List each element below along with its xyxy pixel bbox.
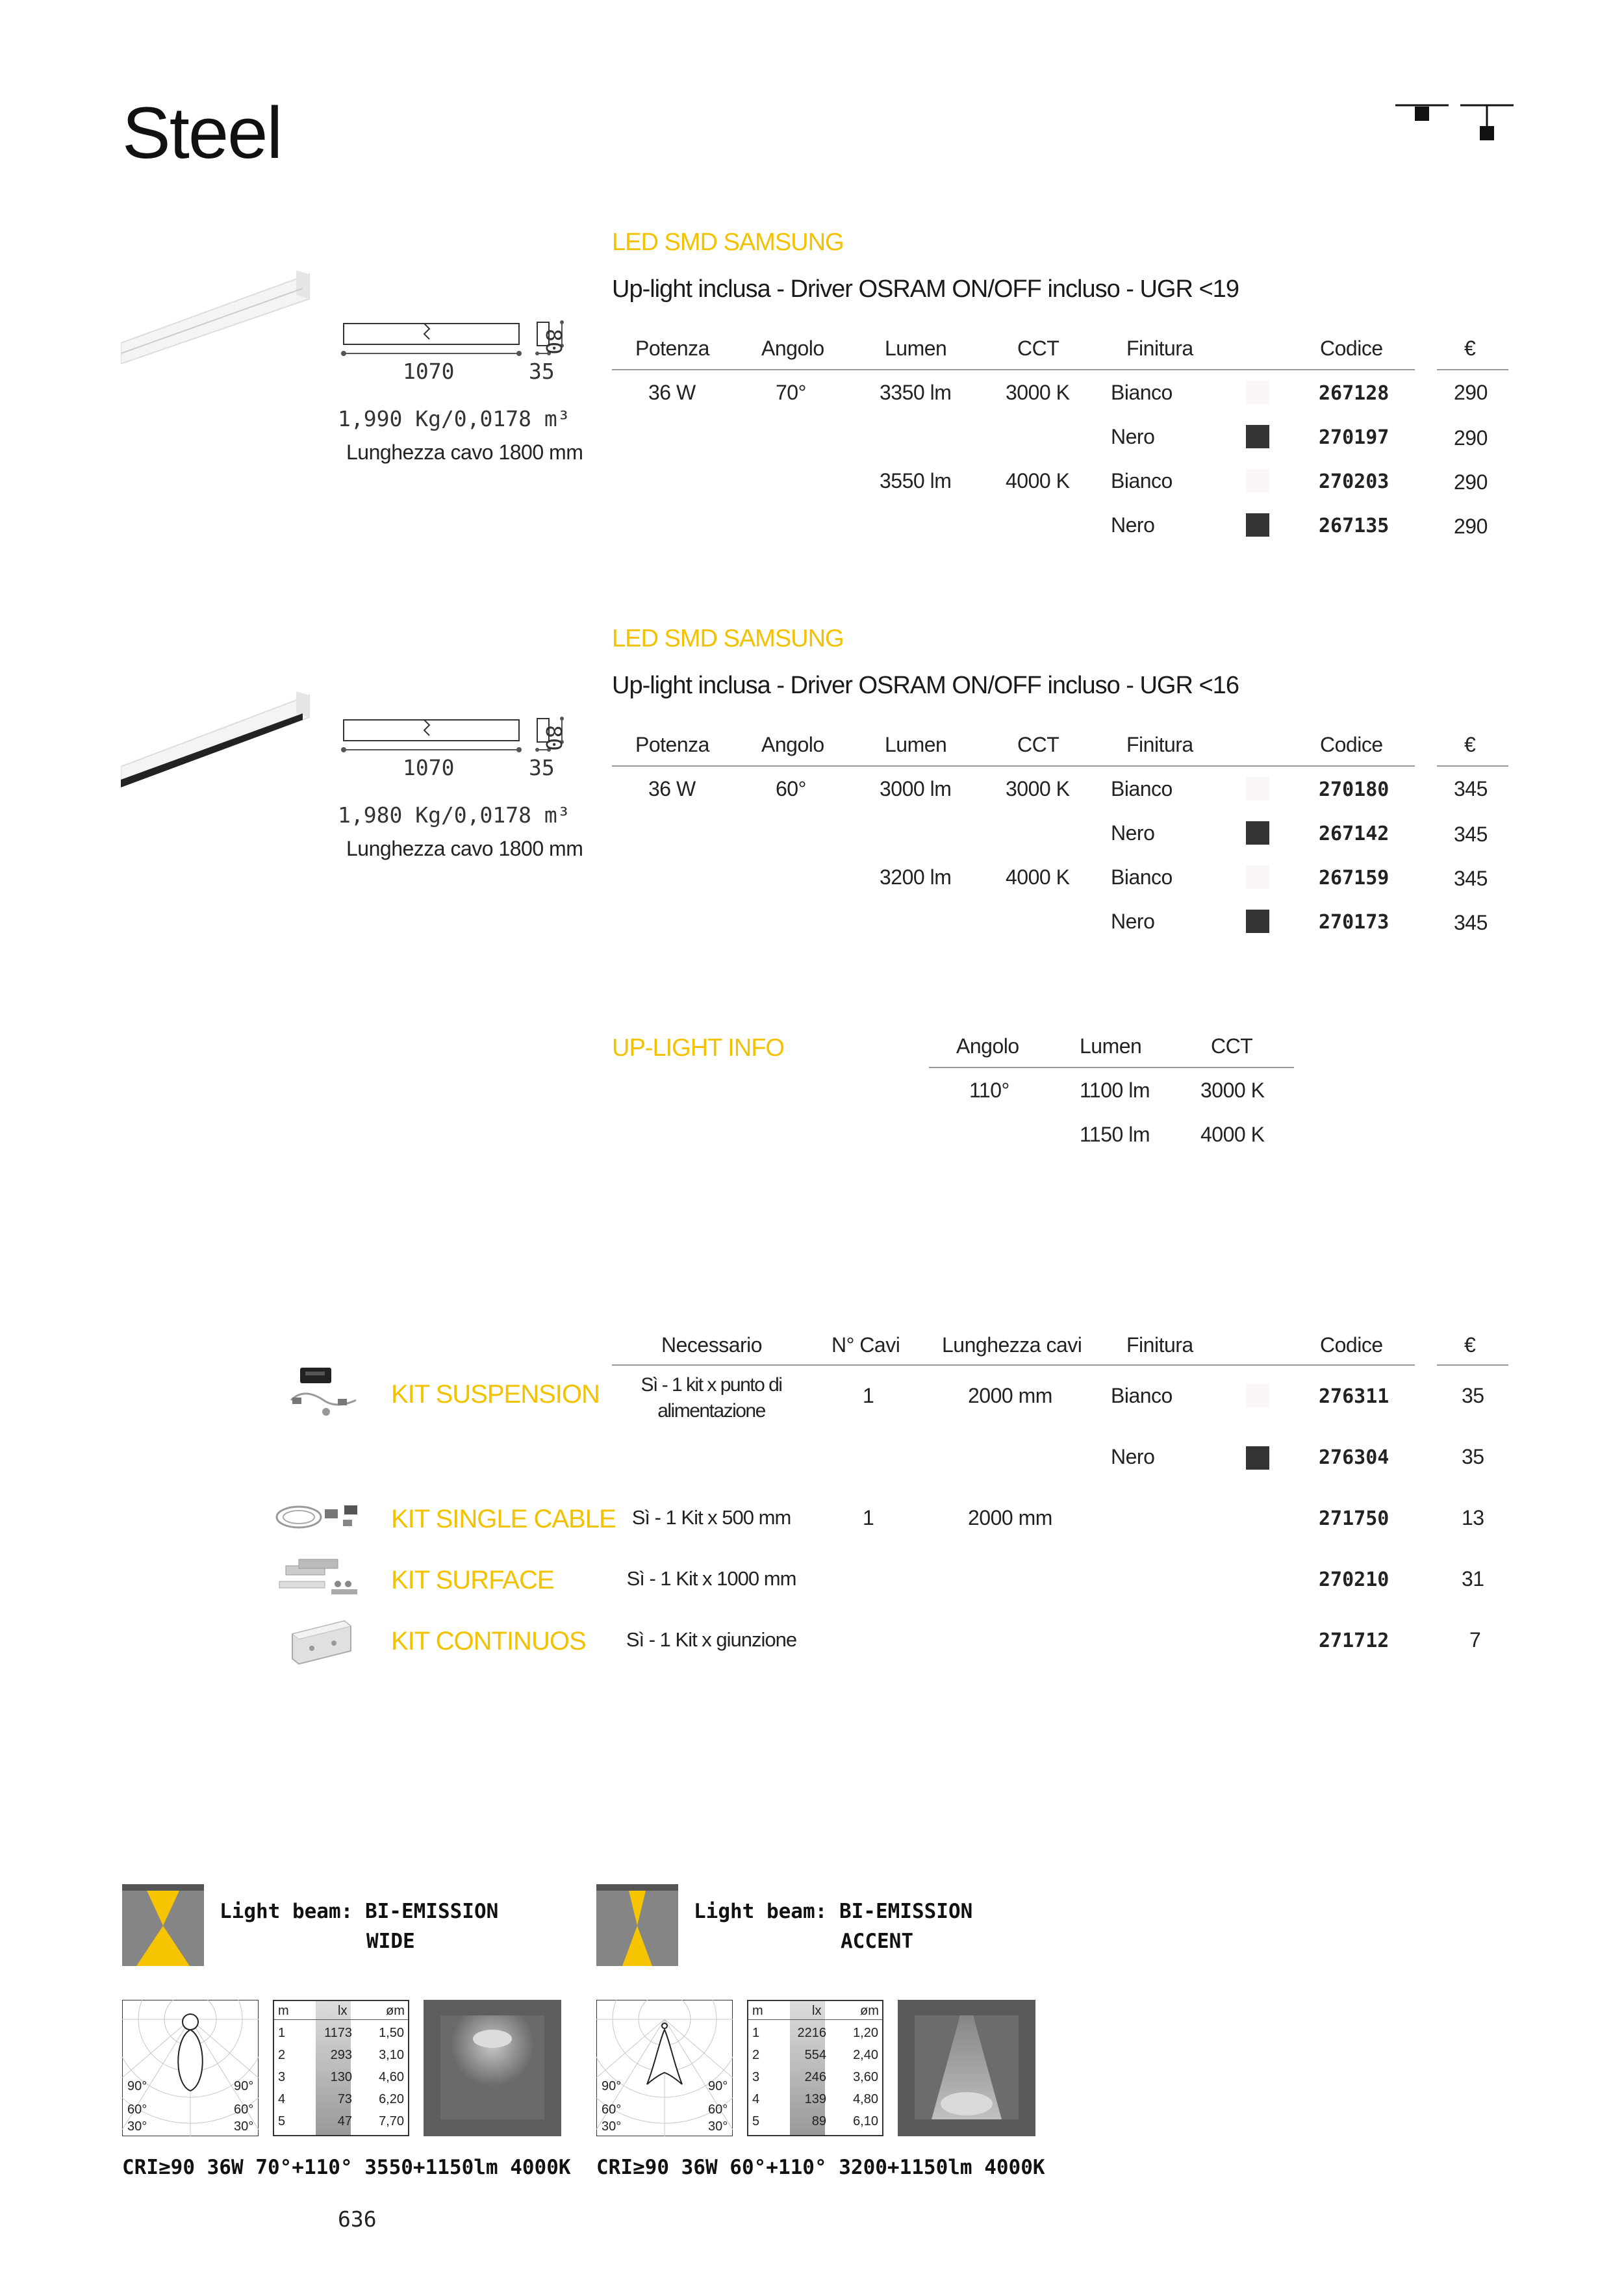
cell-cct: 4000 K [1200, 1123, 1265, 1146]
cell-cct: 3000 K [1006, 381, 1070, 404]
polar-angle-label: 60° [708, 2102, 728, 2117]
td-m: 5 [752, 2114, 760, 2128]
td-om: 2,40 [853, 2048, 878, 2062]
cell-lumen: 1100 lm [1080, 1079, 1150, 1102]
td-lx: 554 [804, 2048, 826, 2062]
th-lx: lx [812, 2004, 822, 2018]
swatch-bianco [1246, 865, 1269, 889]
beam-type: BI-EMISSION [364, 1900, 499, 1923]
th-m: m [278, 2004, 289, 2018]
cell-necessario: Sì - 1 kit x punto di alimentazione [641, 1374, 782, 1422]
cell-prezzo: 345 [1454, 777, 1488, 800]
cable-length: Lunghezza cavo 1800 mm [346, 837, 583, 860]
cell-prezzo: 290 [1454, 426, 1488, 450]
cell-prezzo: 345 [1454, 911, 1488, 934]
col-necessario: Necessario [661, 1333, 763, 1357]
col-cct: CCT [1211, 1034, 1253, 1058]
td-lx: 89 [811, 2114, 826, 2128]
led-source: LED SMD SAMSUNG [612, 625, 844, 652]
illuminance-table-accent [747, 2000, 883, 2136]
beam-accent-icon [596, 1884, 678, 1966]
dim-height: 80 [541, 725, 566, 751]
col-prezzo: € [1464, 1333, 1476, 1357]
polar-angle-label: 30° [234, 2119, 254, 2134]
col-codice: Codice [1320, 337, 1383, 360]
kit-name: KIT SINGLE CABLE [391, 1505, 616, 1533]
kit-continuos-icon [286, 1615, 364, 1667]
swatch-bianco [1246, 777, 1269, 800]
cell-lumen: 3350 lm [880, 381, 952, 404]
cell-codice: 267142 [1319, 823, 1389, 845]
td-om: 6,10 [853, 2114, 878, 2128]
polar-angle-label: 30° [602, 2119, 622, 2134]
product-subtitle: Up-light inclusa - Driver OSRAM ON/OFF incluso - UGR <19 [612, 275, 1239, 303]
weight-volume: 1,990 Kg/0,0178 m³ [338, 406, 570, 431]
product-subtitle: Up-light inclusa - Driver OSRAM ON/OFF incluso - UGR <16 [612, 672, 1239, 699]
page-number: 636 [338, 2206, 377, 2232]
cell-prezzo: 345 [1454, 867, 1488, 890]
swatch-nero [1246, 513, 1269, 537]
beam-label-text: Light beam: [694, 1900, 828, 1923]
beam-spec: CRI≥90 36W 60°+110° 3200+1150lm 4000K [596, 2156, 1045, 2179]
dim-length: 1070 [403, 359, 455, 384]
td-om: 7,70 [379, 2114, 404, 2128]
td-m: 2 [752, 2048, 760, 2062]
polar-angle-label: 60° [127, 2102, 147, 2117]
cell-prezzo: 7 [1469, 1628, 1481, 1652]
cell-finitura: Bianco [1111, 1384, 1173, 1407]
track-spot-icon [1390, 97, 1520, 149]
polar-angle-label: 90° [602, 2079, 622, 2093]
cell-prezzo: 31 [1462, 1567, 1484, 1591]
col-cct: CCT [1017, 733, 1059, 756]
cell-angolo: 70° [776, 381, 806, 404]
dim-width: 35 [529, 755, 555, 780]
cell-potenza: 36 W [648, 381, 696, 404]
cell-codice: 270210 [1319, 1568, 1389, 1591]
td-om: 3,60 [853, 2070, 878, 2084]
cell-necessario: Sì - 1 Kit x giunzione [626, 1628, 797, 1651]
col-cct: CCT [1017, 337, 1059, 360]
col-angolo: Angolo [956, 1034, 1019, 1058]
swatch-nero [1246, 910, 1269, 933]
col-finitura: Finitura [1126, 1333, 1193, 1357]
td-m: 4 [752, 2092, 760, 2106]
polar-angle-label: 30° [708, 2119, 728, 2134]
cell-cct: 3000 K [1006, 777, 1070, 800]
swatch-bianco [1246, 381, 1269, 404]
light-render-accent [898, 2000, 1035, 2136]
swatch-bianco [1246, 1384, 1269, 1407]
col-prezzo: € [1464, 733, 1476, 756]
col-codice: Codice [1320, 1333, 1383, 1357]
th-om: øm [860, 2004, 879, 2018]
kit-name: KIT CONTINUOS [391, 1627, 586, 1655]
cell-finitura: Nero [1111, 1445, 1155, 1468]
col-finitura: Finitura [1126, 733, 1193, 756]
swatch-bianco [1246, 469, 1269, 492]
td-m: 5 [278, 2114, 286, 2128]
cell-necessario: Sì - 1 Kit x 1000 mm [626, 1567, 796, 1590]
td-om: 4,80 [853, 2092, 878, 2106]
product-image-2 [121, 663, 316, 793]
cell-codice: 267135 [1319, 515, 1389, 537]
cell-prezzo: 35 [1462, 1445, 1484, 1468]
td-m: 1 [278, 2026, 286, 2040]
cell-finitura: Bianco [1111, 381, 1173, 404]
cell-lunghezza: 2000 mm [968, 1506, 1052, 1529]
cell-angolo: 110° [969, 1079, 1009, 1102]
cell-codice: 276311 [1319, 1385, 1389, 1408]
swatch-nero [1246, 1446, 1269, 1470]
cell-cct: 3000 K [1200, 1079, 1265, 1102]
th-om: øm [386, 2004, 405, 2018]
td-lx: 1173 [324, 2026, 352, 2040]
td-om: 4,60 [379, 2070, 404, 2084]
dim-height: 80 [541, 329, 566, 355]
light-render-wide [424, 2000, 561, 2136]
col-lumen: Lumen [885, 733, 947, 756]
cell-cavi: 1 [863, 1506, 874, 1529]
cell-finitura: Nero [1111, 910, 1155, 933]
cell-codice: 267128 [1319, 382, 1389, 405]
cell-codice: 271712 [1319, 1629, 1389, 1652]
cell-cavi: 1 [863, 1384, 874, 1407]
cell-codice: 270203 [1319, 470, 1389, 493]
col-prezzo: € [1464, 337, 1476, 360]
cable-length: Lunghezza cavo 1800 mm [346, 441, 583, 464]
cell-finitura: Nero [1111, 821, 1155, 845]
cell-codice: 270180 [1319, 778, 1389, 801]
cell-finitura: Nero [1111, 513, 1155, 537]
col-lumen: Lumen [1080, 1034, 1142, 1058]
cell-lumen: 3200 lm [880, 865, 952, 889]
product-image-1 [121, 266, 316, 364]
td-lx: 73 [337, 2092, 352, 2106]
polar-angle-label: 60° [602, 2102, 622, 2117]
dim-length: 1070 [403, 755, 455, 780]
beam-label-text: Light beam: [220, 1900, 353, 1923]
led-source: LED SMD SAMSUNG [612, 229, 844, 256]
cell-finitura: Bianco [1111, 777, 1173, 800]
td-lx: 2216 [797, 2026, 826, 2040]
cell-codice: 276304 [1319, 1446, 1389, 1469]
td-om: 1,20 [853, 2026, 878, 2040]
td-m: 3 [752, 2070, 760, 2084]
cell-finitura: Bianco [1111, 865, 1173, 889]
cell-codice: 271750 [1319, 1507, 1389, 1530]
td-om: 6,20 [379, 2092, 404, 2106]
cell-cct: 4000 K [1006, 865, 1070, 889]
polar-angle-label: 90° [234, 2079, 254, 2093]
td-lx: 246 [804, 2070, 826, 2084]
col-angolo: Angolo [761, 733, 824, 756]
col-potenza: Potenza [635, 337, 709, 360]
cell-angolo: 60° [776, 777, 806, 800]
illuminance-table-wide [273, 2000, 409, 2136]
dim-width: 35 [529, 359, 555, 384]
cell-prezzo: 13 [1462, 1506, 1484, 1529]
td-lx: 130 [330, 2070, 352, 2084]
td-m: 3 [278, 2070, 286, 2084]
col-lumen: Lumen [885, 337, 947, 360]
cell-cct: 4000 K [1006, 469, 1070, 492]
kit-name: KIT SUSPENSION [391, 1380, 600, 1409]
cell-prezzo: 290 [1454, 381, 1488, 404]
swatch-nero [1246, 425, 1269, 448]
kit-single-cable-icon [273, 1491, 370, 1543]
beam-type: BI-EMISSION [839, 1900, 973, 1923]
kit-suspension-icon [286, 1361, 364, 1426]
cell-codice: 267159 [1319, 867, 1389, 889]
cell-codice: 270197 [1319, 426, 1389, 449]
beam-spec: CRI≥90 36W 70°+110° 3550+1150lm 4000K [122, 2156, 571, 2179]
td-lx: 139 [804, 2092, 826, 2106]
beam-wide-icon [122, 1884, 204, 1966]
cell-prezzo: 290 [1454, 515, 1488, 538]
beam-label [694, 1900, 972, 1923]
polar-angle-label: 90° [127, 2079, 147, 2093]
kit-surface-icon [273, 1553, 370, 1605]
cell-lumen: 3000 lm [880, 777, 952, 800]
cell-prezzo: 290 [1454, 470, 1488, 494]
polar-angle-label: 90° [708, 2079, 728, 2093]
swatch-nero [1246, 821, 1269, 845]
weight-volume: 1,980 Kg/0,0178 m³ [338, 802, 570, 828]
td-lx: 293 [330, 2048, 352, 2062]
col-angolo: Angolo [761, 337, 824, 360]
td-m: 1 [752, 2026, 760, 2040]
uplight-title: UP-LIGHT INFO [612, 1034, 784, 1062]
cell-codice: 270173 [1319, 911, 1389, 934]
col-lunghezza: Lunghezza cavi [942, 1333, 1082, 1357]
polar-angle-label: 30° [127, 2119, 147, 2134]
cell-necessario: Sì - 1 Kit x 500 mm [631, 1506, 791, 1529]
td-lx: 47 [337, 2114, 352, 2128]
beam-variant: WIDE [366, 1930, 415, 1953]
cell-prezzo: 345 [1454, 823, 1488, 846]
cell-lunghezza: 2000 mm [968, 1384, 1052, 1407]
th-m: m [752, 2004, 763, 2018]
col-potenza: Potenza [635, 733, 709, 756]
td-om: 1,50 [379, 2026, 404, 2040]
cell-potenza: 36 W [648, 777, 696, 800]
td-m: 2 [278, 2048, 286, 2062]
page-title: Steel [122, 92, 282, 173]
beam-label [220, 1900, 498, 1923]
beam-variant: ACCENT [841, 1930, 913, 1953]
kit-name: KIT SURFACE [391, 1566, 554, 1594]
col-finitura: Finitura [1126, 337, 1193, 360]
cell-lumen: 3550 lm [880, 469, 952, 492]
cell-finitura: Nero [1111, 425, 1155, 448]
cell-prezzo: 35 [1462, 1384, 1484, 1407]
cell-lumen: 1150 lm [1080, 1123, 1150, 1146]
td-om: 3,10 [379, 2048, 404, 2062]
th-lx: lx [338, 2004, 348, 2018]
cell-finitura: Bianco [1111, 469, 1173, 492]
col-cavi: N° Cavi [831, 1333, 900, 1357]
td-m: 4 [278, 2092, 286, 2106]
col-codice: Codice [1320, 733, 1383, 756]
polar-angle-label: 60° [234, 2102, 254, 2117]
